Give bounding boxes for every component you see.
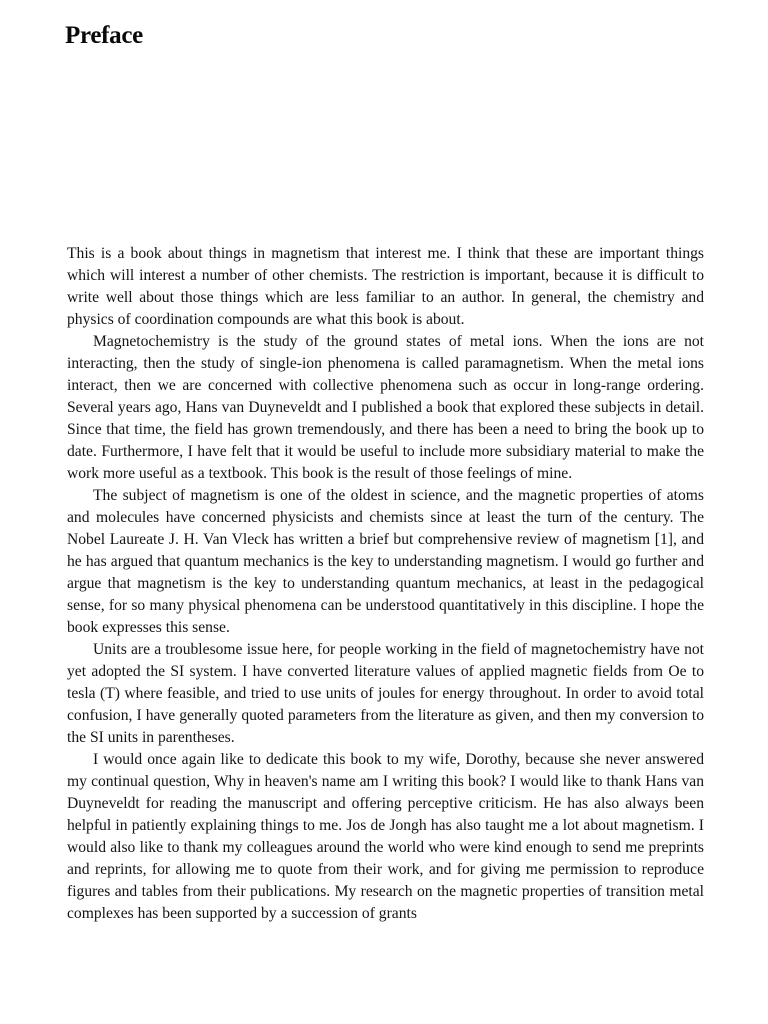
paragraph-acknowledgements: I would once again like to dedicate this book to my wife, Dorothy, because she never answered my continual question, Why in heaven's name am I writing this book? I would like to thank Hans van Duyneveldt for reading the manuscript and offering perceptive criticism. He has also always been helpful in patiently explaining things to me. Jos de Jongh has also taught me a lot about magnetism. I would also like to thank my colleagues around the world who were kind enough to send me preprints and reprints, for allowing me to quote from their work, and for giving me permission to reproduce figures and tables from their publications. My research on the magnetic properties of transition metal complexes has been supported by a succession of grants — [67, 751, 704, 922]
paragraph-units: Units are a troublesome issue here, for people working in the field of magnetochemistry have not yet adopted the SI system. I have converted literature values of applied magnetic fields from Oe to tesla (T) where feasible, and tried to use units of joules for energy throughout. In order to avoid total confusion, I have generally quoted parameters from the literature as given, and then my conversion to the SI units in parentheses. — [67, 641, 704, 746]
preface-body — [67, 243, 704, 925]
paragraph-subject-of-magnetism: The subject of magnetism is one of the oldest in science, and the magnetic properties of atoms and molecules have concerned physicists and chemists since at least the turn of the century. The Nobel Laureate J. H. Van Vleck has written a brief but comprehensive review of magnetism [1], and he has argued that quantum mechanics is the key to understanding magnetism. I would go further and argue that magnetism is the key to understanding quantum mechanics, at least in the pedagogical sense, for so many physical phenomena can be understood quantitatively in this discipline. I hope the book expresses this sense. — [67, 487, 704, 636]
page-title: Preface — [65, 22, 143, 49]
paragraph-intro: This is a book about things in magnetism that interest me. I think that these are important things which will interest a number of other chemists. The restriction is important, because it is difficult to write well about those things which are less familiar to an author. In general, the chemistry and physics of coordination compounds are what this book is about. — [67, 245, 704, 328]
paragraph-magnetochemistry: Magnetochemistry is the study of the ground states of metal ions. When the ions are not interacting, then the study of single-ion phenomena is called paramagnetism. When the metal ions interact, then we are concerned with collective phenomena such as occur in long-range ordering. Several years ago, Hans van Duyneveldt and I published a book that explored these subjects in detail. Since that time, the field has grown tremendously, and there has been a need to bring the book up to date. Furthermore, I have felt that it would be useful to include more subsidiary material to make the work more useful as a textbook. This book is the result of those feelings of mine. — [67, 333, 704, 482]
